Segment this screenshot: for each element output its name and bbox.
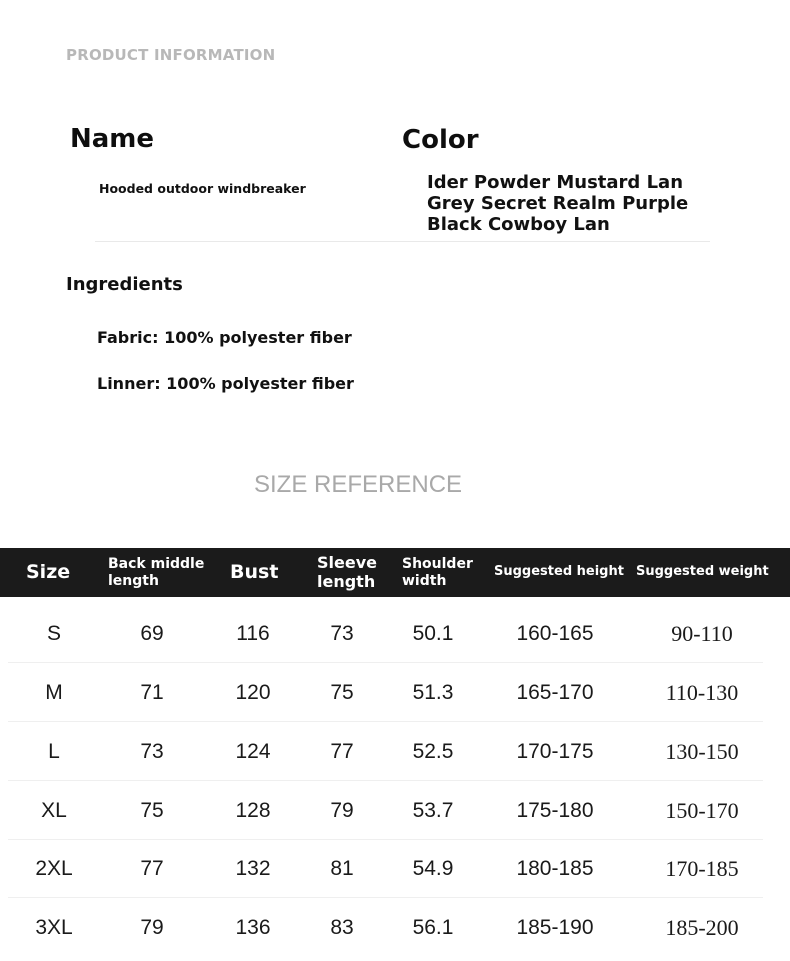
color-list [427, 172, 688, 235]
cell-shoulder-width: 52.5 [412, 740, 454, 763]
cell-back-length: 77 [140, 857, 164, 880]
cell-bust: 120 [235, 681, 271, 704]
cell-sleeve-length: 77 [330, 740, 354, 763]
cell-size: 2XL [35, 857, 73, 880]
color-option: Black Cowboy Lan [427, 214, 610, 235]
cell-back-length: 69 [140, 622, 164, 645]
cell-shoulder-width: 51.3 [412, 681, 454, 704]
cell-back-length: 79 [140, 916, 164, 939]
cell-sleeve-length: 81 [330, 857, 354, 880]
cell-size: M [45, 681, 63, 704]
ingredient-fabric: Fabric: 100% polyester fiber [97, 328, 352, 347]
cell-suggested-weight: 130-150 [665, 739, 739, 764]
row-divider [8, 721, 763, 722]
cell-shoulder-width: 54.9 [412, 857, 454, 880]
color-option: Ider Powder Mustard Lan [427, 172, 684, 193]
cell-sleeve-length: 73 [330, 622, 354, 645]
cell-shoulder-width: 50.1 [412, 622, 454, 645]
header-shoulder-width: Shoulder width [402, 556, 473, 589]
cell-sleeve-length: 79 [330, 799, 354, 822]
color-heading: Color [402, 125, 479, 155]
cell-suggested-weight: 150-170 [665, 798, 739, 823]
header-size: Size [26, 560, 71, 583]
cell-shoulder-width: 56.1 [412, 916, 454, 939]
header-back-length: Back middle length [108, 556, 205, 589]
cell-back-length: 71 [140, 681, 164, 704]
table-row [0, 664, 790, 722]
header-suggested-weight: Suggested weight [636, 564, 769, 580]
color-option: Grey Secret Realm Purple [427, 193, 689, 214]
table-row [0, 899, 790, 957]
divider [95, 241, 710, 242]
table-row [0, 605, 790, 663]
cell-back-length: 73 [140, 740, 164, 763]
name-heading: Name [70, 124, 155, 154]
cell-suggested-height: 175-180 [516, 799, 594, 822]
cell-size: S [46, 622, 61, 645]
cell-bust: 124 [235, 740, 271, 763]
cell-sleeve-length: 75 [330, 681, 354, 704]
section-label: PRODUCT INFORMATION [66, 46, 276, 64]
cell-suggested-height: 165-170 [516, 681, 594, 704]
cell-suggested-height: 160-165 [516, 622, 594, 645]
cell-bust: 116 [236, 622, 270, 645]
cell-suggested-height: 180-185 [516, 857, 594, 880]
size-reference-title: SIZE REFERENCE [254, 471, 463, 498]
cell-suggested-weight: 185-200 [665, 915, 739, 940]
table-row [0, 840, 790, 898]
cell-bust: 136 [235, 916, 271, 939]
cell-back-length: 75 [140, 799, 164, 822]
cell-suggested-weight: 170-185 [665, 856, 739, 881]
header-sleeve-length: Sleeve length [317, 553, 377, 591]
table-row [0, 723, 790, 781]
ingredient-liner: Linner: 100% polyester fiber [97, 374, 354, 393]
cell-shoulder-width: 53.7 [412, 799, 454, 822]
cell-suggested-height: 185-190 [516, 916, 594, 939]
product-name: Hooded outdoor windbreaker [99, 181, 306, 196]
row-divider [8, 897, 763, 898]
cell-suggested-height: 170-175 [516, 740, 594, 763]
size-table-header [0, 548, 790, 597]
row-divider [8, 780, 763, 781]
row-divider [8, 662, 763, 663]
header-bust: Bust [230, 560, 279, 583]
cell-size: L [48, 740, 60, 763]
cell-suggested-weight: 90-110 [671, 621, 733, 646]
cell-bust: 128 [235, 799, 271, 822]
cell-suggested-weight: 110-130 [665, 680, 739, 705]
cell-sleeve-length: 83 [330, 916, 354, 939]
cell-size: XL [41, 799, 67, 822]
cell-bust: 132 [235, 857, 271, 880]
ingredients-heading: Ingredients [66, 274, 183, 295]
cell-size: 3XL [35, 916, 73, 939]
header-suggested-height: Suggested height [494, 564, 624, 580]
table-row [0, 782, 790, 840]
